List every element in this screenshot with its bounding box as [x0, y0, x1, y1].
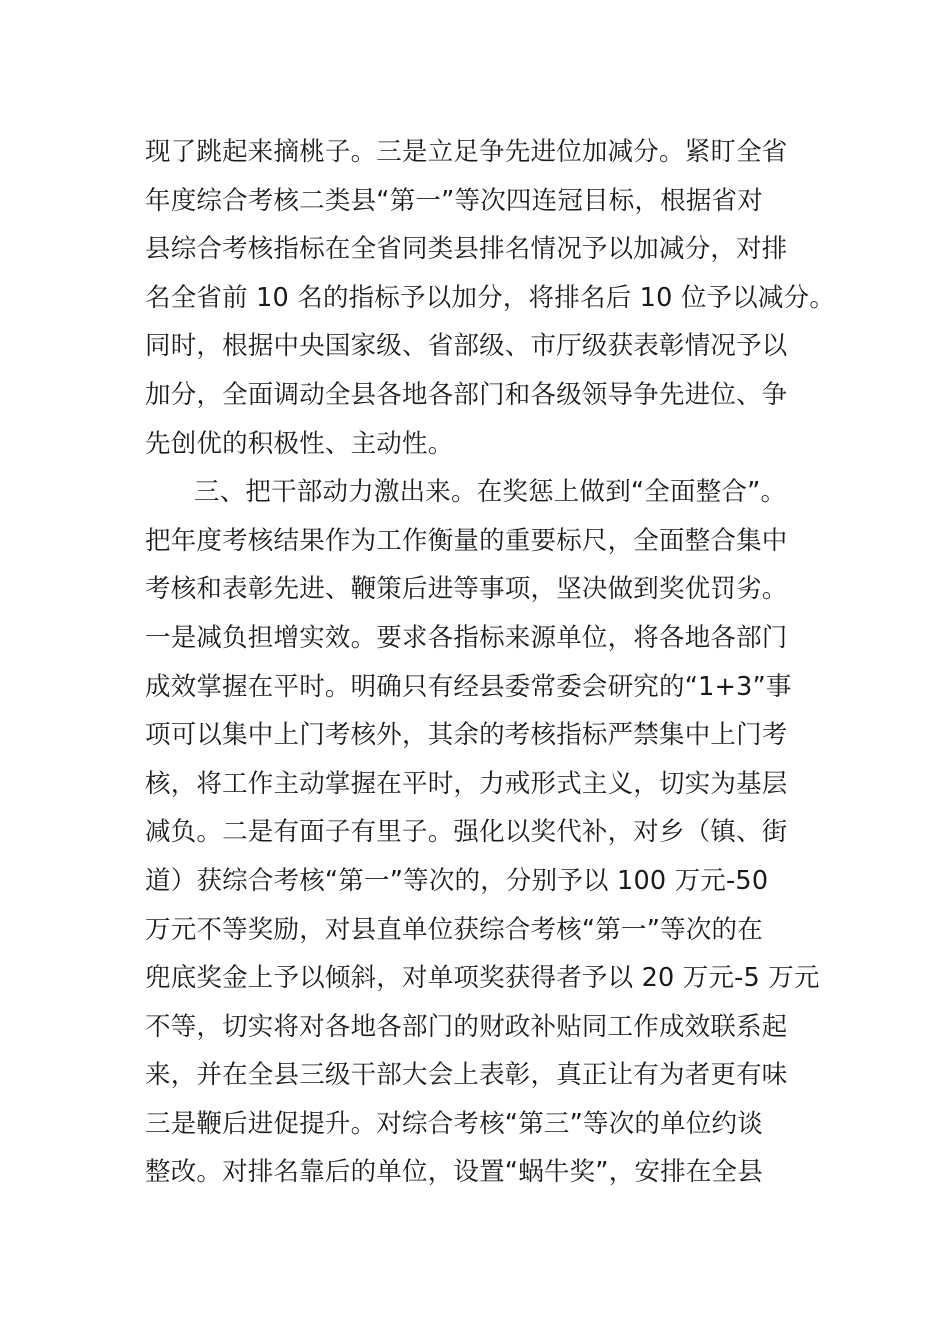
text-line: 核，将工作主动掌握在平时，力戒形式主义，切实为基层: [145, 768, 788, 799]
text-line: 来，并在全县三级干部大会上表彰，真正让有为者更有味: [145, 1060, 788, 1091]
text-line: 县综合考核指标在全省同类县排名情况予以加减分，对排: [145, 234, 788, 265]
text-line: 把年度考核结果作为工作衡量的重要标尺，全面整合集中: [145, 525, 788, 556]
text-line: 成效掌握在平时。明确只有经县委常委会研究的“1+3”事: [145, 671, 792, 702]
text-line: 加分，全面调动全县各地各部门和各级领导争先进位、争: [145, 379, 788, 410]
text-line: 万元不等奖励，对县直单位获综合考核“第一”等次的在: [145, 914, 763, 945]
text-line: 年度综合考核二类县“第一”等次四连冠目标，根据省对: [145, 185, 763, 216]
text-line: 名全省前 10 名的指标予以加分，将排名后 10 位予以减分。: [145, 282, 836, 313]
text-line: 现了跳起来摘桃子。三是立足争先进位加减分。紧盯全省: [145, 137, 788, 167]
text-line: 三是鞭后进促提升。对综合考核“第三”等次的单位约谈: [145, 1108, 763, 1139]
text-line: 减负。二是有面子有里子。强化以奖代补，对乡（镇、街: [145, 817, 788, 848]
text-line: 不等，切实将对各地各部门的财政补贴同工作成效联系起: [145, 1011, 788, 1042]
text-line: 兜底奖金上予以倾斜，对单项奖获得者予以 20 万元-5 万元: [145, 963, 820, 994]
text-line: 整改。对排名靠后的单位，设置“蜗牛奖”，安排在全县: [145, 1157, 763, 1188]
text-line: 道）获综合考核“第一”等次的，分别予以 100 万元-50: [145, 865, 769, 896]
text-line: 先创优的积极性、主动性。: [145, 428, 454, 459]
section-heading-line: 三、把干部动力激出来。在奖惩上做到“全面整合”。: [194, 477, 787, 508]
body-text: [145, 128, 845, 1197]
text-line: 一是减负担增实效。要求各指标来源单位，将各地各部门: [145, 622, 788, 653]
text-line: 项可以集中上门考核外，其余的考核指标严禁集中上门考: [145, 720, 788, 751]
text-line: 同时，根据中央国家级、省部级、市厅级获表彰情况予以: [145, 331, 788, 362]
text-line: 考核和表彰先进、鞭策后进等事项，坚决做到奖优罚劣。: [145, 574, 788, 605]
